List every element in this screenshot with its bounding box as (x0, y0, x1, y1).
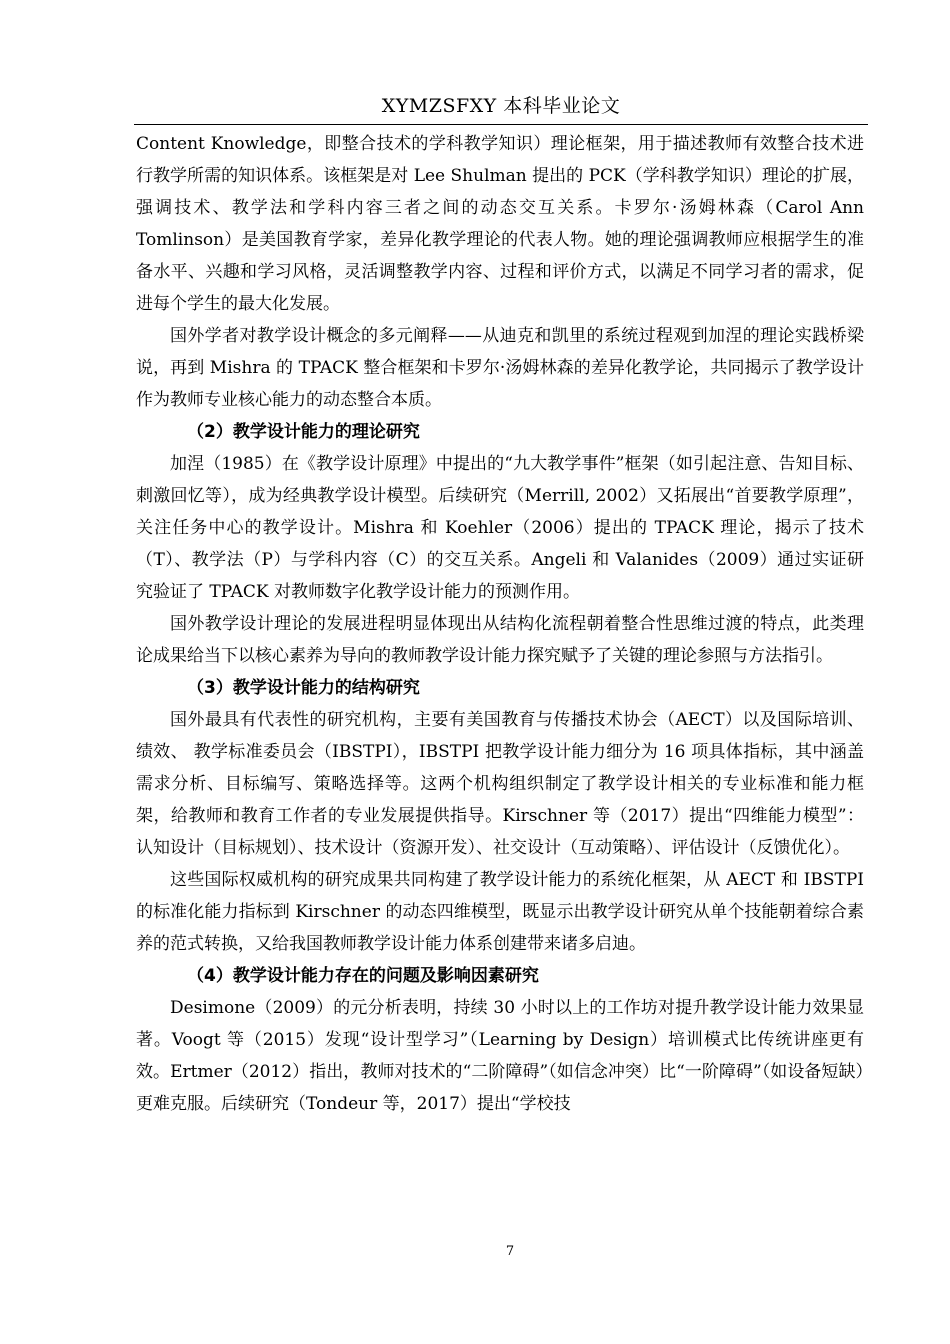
page-header: XYMZSFXY 本科毕业论文 (381, 95, 621, 117)
paragraph-structure-summary: 这些国际权威机构的研究成果共同构建了教学设计能力的系统化框架，从 AECT 和 IBSTPI 的标准化能力指标到 Kirschner 的动态四维模型，既显示出教学设计研究从单个技能朝着综合素养的范式转换，又给我国教师教学设计能力体系创建带来诸多启迪。 (136, 870, 864, 954)
paragraph-aect-ibstpi: 国外最具有代表性的研究机构，主要有美国教育与传播技术协会（AECT）以及国际培训、绩效、 教学标准委员会（IBSTPI），IBSTPI 把教学设计能力细分为 16 项具体指标，其中涵盖需求分析、目标编写、策略选择等。这两个机构组织制定了教学设计相关的专业标准和能力框架，给教师和教育工作者的专业发展提供指导。Kirschner 等（2017）提出“四维能力模型”：认知设计（目标规划）、技术设计（资源开发）、社交设计（互动策略）、评估设计（反馈优化）。 (136, 710, 864, 858)
paragraph-theory-summary: 国外教学设计理论的发展进程明显体现出从结构化流程朝着整合性思维过渡的特点，此类理论成果给当下以核心素养为导向的教师教学设计能力探究赋予了关键的理论参照与方法指引。 (136, 614, 864, 666)
paragraph-concept-summary: 国外学者对教学设计概念的多元阐释——从迪克和凯里的系统过程观到加涅的理论实践桥梁说，再到 Mishra 的 TPACK 整合框架和卡罗尔·汤姆林森的差异化教学论，共同揭示了教学设计作为教师专业核心能力的动态整合本质。 (136, 326, 864, 410)
header-rule (134, 124, 868, 125)
paragraph-gagne-theory: 加涅（1985）在《教学设计原理》中提出的“九大教学事件”框架（如引起注意、告知目标、刺激回忆等），成为经典教学设计模型。后续研究（Merrill, 2002）又拓展出“首要教学原理”，关注任务中心的教学设计。Mishra 和 Koehler（2006）提出的 TPACK 理论，揭示了技术（T）、教学法（P）与学科内容（C）的交互关系。Angeli 和 Valanides（2009）通过实证研究验证了 TPACK 对教师数字化教学设计能力的预测作用。 (136, 454, 864, 602)
page-number: 7 (505, 1244, 515, 1259)
paragraph-desimone: Desimone（2009）的元分析表明，持续 30 小时以上的工作坊对提升教学设计能力效果显著。Voogt 等（2015）发现“设计型学习”（Learning by Design）培训模式比传统讲座更有效。Ertmer（2012）指出，教师对技术的“二阶障碍”（如信念冲突）比“一阶障碍”（如设备短缺）更难克服。后续研究（Tondeur 等，2017）提出“学校技 (136, 998, 864, 1114)
section-heading-problems: （4）教学设计能力存在的问题及影响因素研究 (187, 966, 539, 986)
body-text (136, 128, 864, 1120)
paragraph-tpack-continued: Content Knowledge，即整合技术的学科教学知识）理论框架，用于描述教师有效整合技术进行教学所需的知识体系。该框架是对 Lee Shulman 提出的 PCK（学科教学知识）理论的扩展，强调技术、教学法和学科内容三者之间的动态交互关系。卡罗尔·汤姆林森（Carol Ann Tomlinson）是美国教育学家，差异化教学理论的代表人物。她的理论强调教师应根据学生的准备水平、兴趣和学习风格，灵活调整教学内容、过程和评价方式，以满足不同学习者的需求，促进每个学生的最大化发展。 (136, 134, 864, 314)
section-heading-theory: （2）教学设计能力的理论研究 (187, 422, 420, 442)
section-heading-structure: （3）教学设计能力的结构研究 (187, 678, 420, 698)
